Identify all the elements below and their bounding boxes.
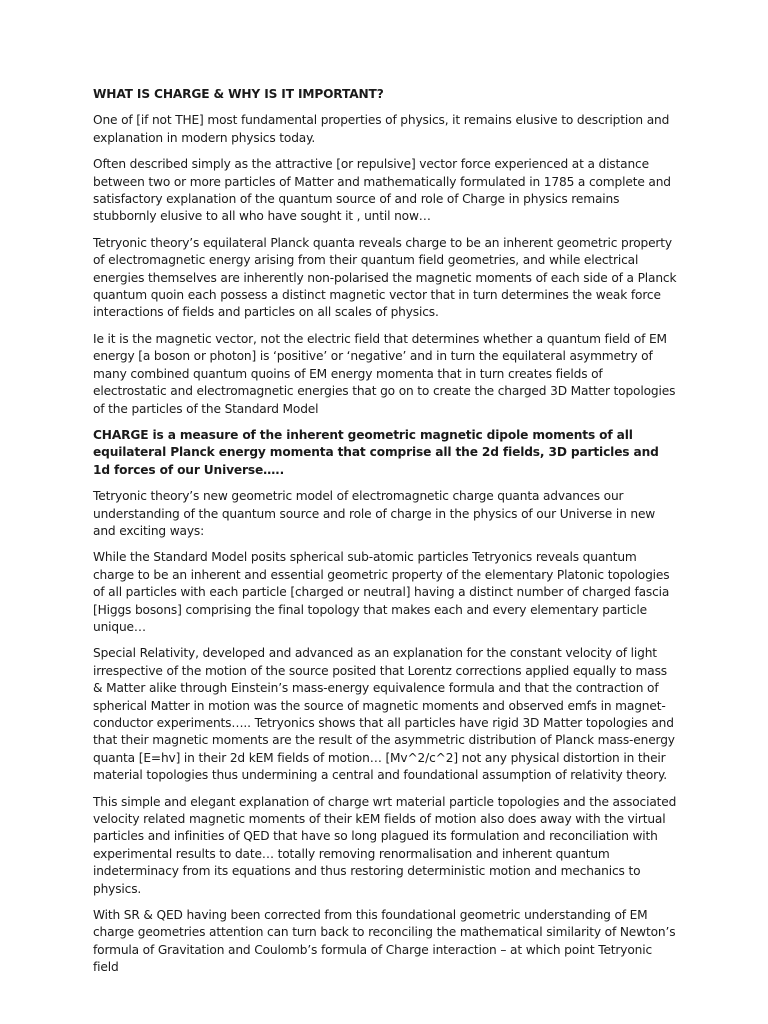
paragraph-magnetic-vector: Ie it is the magnetic vector, not the electric field that determines whether a quantum field of EM energy [a boson or photon] is ‘positive’ or ‘negative’ and in turn the equilateral asymmetry of many combined quantum quoins of EM energy momenta that in turn creates fields of electrostatic and electromagnetic energies that go on to create the charged 3D Matter topologies of the particles of the Standard Model [93, 331, 676, 416]
paragraph-intro: One of [if not THE] most fundamental properties of physics, it remains elusive to description and explanation in modern physics today. [93, 113, 670, 145]
paragraph-new-model: Tetryonic theory’s new geometric model of electromagnetic charge quanta advances our understanding of the quantum source and role of charge in the physics of our Universe in new and exciting ways: [93, 489, 656, 538]
paragraph-special-relativity: Special Relativity, developed and advanced as an explanation for the constant velocity of light irrespective of the motion of the source posited that Lorentz corrections applied equally to mass & Matter alike through Einstein’s mass-energy equivalence formula and that the contraction of spherical Matter in motion was the source of magnetic moments and observed emfs in magnet-conductor experiments….. Tetryonics shows that all particles have rigid 3D Matter topologies and that their magnetic moments are the result of the asymmetric distribution of Planck mass-energy quanta [E=hv] in their 2d kEM fields of motion… [Mv^2/c^2] not any physical distortion in their material topologies thus undermining a central and foundational assumption of relativity theory. [93, 646, 675, 783]
document-heading: WHAT IS CHARGE & WHY IS IT IMPORTANT? [93, 87, 384, 101]
paragraph-qed: This simple and elegant explanation of charge wrt material particle topologies and the associated velocity related magnetic moments of their kEM fields of motion also does away with the virtual particles and infinities of QED that have so long plagued its formulation and reconciliation with experimental results to date… totally removing renormalisation and inherent quantum indeterminacy from its equations and thus restoring deterministic motion and mechanics to physics. [93, 794, 677, 896]
paragraph-planck-quanta: Tetryonic theory’s equilateral Planck quanta reveals charge to be an inherent geometric property of electromagnetic energy arising from their quantum field geometries, and while electrical energies themselves are inherently non-polarised the magnetic moments of each side of a Planck quantum quoin each possess a distinct magnetic vector that in turn determines the weak force interactions of fields and particles on all scales of physics. [93, 235, 677, 320]
paragraph-gravitation: With SR & QED having been corrected from this foundational geometric understanding of EM charge geometries attention can turn back to reconciling the mathematical similarity of Newton’s formula of Gravitation and Coulomb’s formula of Charge interaction – at which point Tetryonic field [93, 908, 676, 975]
paragraph-standard-model: While the Standard Model posits spherical sub-atomic particles Tetryonics reveals quantum charge to be an inherent and essential geometric property of the elementary Platonic topologies of all particles with each particle [charged or neutral] having a distinct number of charged fascia [Higgs bosons] comprising the final topology that makes each and every elementary particle unique… [93, 550, 670, 634]
paragraph-charge-definition: CHARGE is a measure of the inherent geometric magnetic dipole moments of all equilateral Planck energy momenta that comprise all the 2d fields, 3D particles and 1d forces of our Universe….. [93, 427, 659, 477]
paragraph-description: Often described simply as the attractive [or repulsive] vector force experienced at a distance between two or more particles of Matter and mathematically formulated in 1785 a complete and satisfactory explanation of the quantum source of and role of Charge in physics remains stubbornly elusive to all who have sought it , until now… [93, 157, 671, 224]
document-page [93, 86, 677, 986]
